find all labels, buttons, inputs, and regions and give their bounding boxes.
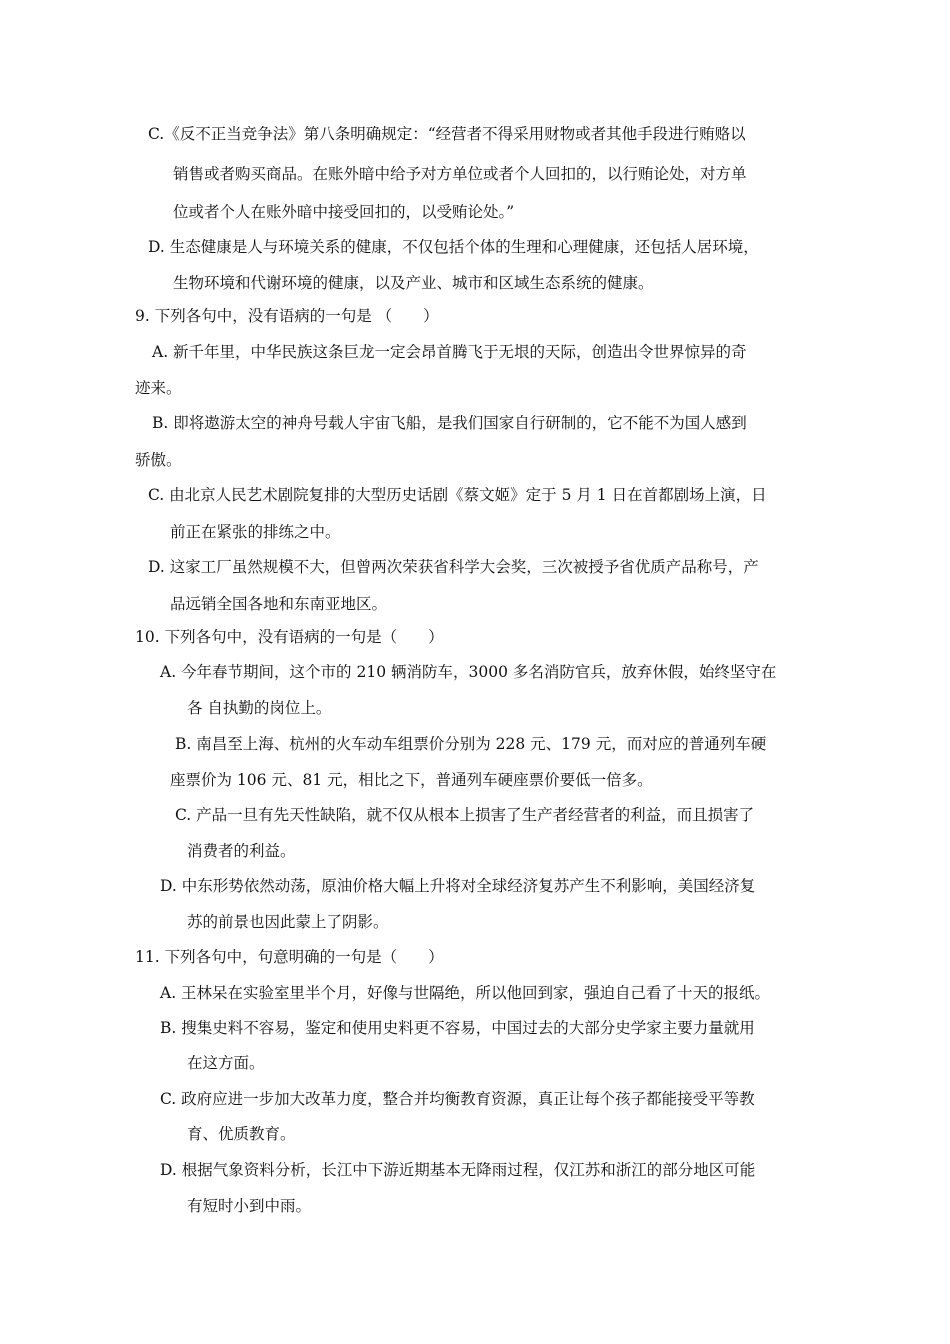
option-text: D. 生态健康是人与环境关系的健康，不仅包括个体的生理和心理健康，还包括人居环境， — [148, 238, 759, 256]
option-text: 骄傲。 — [135, 451, 182, 469]
option-text: 迹来。 — [135, 379, 182, 397]
question-stem: 9. 下列各句中，没有语病的一句是 （ ） — [135, 307, 439, 325]
option-text: C. 产品一旦有先天性缺陷，就不仅从根本上损害了生产者经营者的利益，而且损害了 — [175, 806, 755, 824]
option-text: 育、优质教育。 — [187, 1125, 296, 1143]
option-text: C. 由北京人民艺术剧院复排的大型历史话剧《蔡文姬》定于 5 月 1 日在首都剧场上演，日 — [148, 486, 767, 504]
option-text: A. 今年春节期间，这个市的 210 辆消防车，3000 多名消防官兵，放弃休假，始终坚守在 — [160, 663, 777, 681]
option-text: 位或者个人在账外暗中接受回扣的，以受贿论处。” — [173, 203, 515, 221]
option-text: D. 中东形势依然动荡，原油价格大幅上升将对全球经济复苏产生不利影响，美国经济复 — [160, 877, 756, 895]
option-text: 生物环境和代谢环境的健康，以及产业、城市和区域生态系统的健康。 — [173, 274, 654, 292]
question-stem: 11. 下列各句中，句意明确的一句是（ ） — [135, 948, 444, 966]
option-text: 销售或者购买商品。在账外暗中给予对方单位或者个人回扣的，以行贿论处，对方单 — [173, 165, 747, 183]
option-text: 有短时小到中雨。 — [187, 1197, 312, 1215]
option-text: 前正在紧张的排练之中。 — [170, 523, 341, 541]
option-text: C. 政府应进一步加大改革力度，整合并均衡教育资源，真正让每个孩子都能接受平等教 — [160, 1090, 755, 1108]
option-text: 各 自执勤的岗位上。 — [187, 699, 332, 717]
option-text: 苏的前景也因此蒙上了阴影。 — [187, 913, 389, 931]
option-text: 座票价为 106 元、81 元，相比之下，普通列车硬座票价要低一倍多。 — [170, 771, 653, 789]
option-text: 品远销全国各地和东南亚地区。 — [170, 595, 388, 613]
option-text: B. 南昌至上海、杭州的火车动车组票价分别为 228 元、179 元，而对应的普通列车硬 — [175, 735, 767, 753]
option-text: 在这方面。 — [187, 1054, 265, 1072]
option-text: D. 这家工厂虽然规模不大，但曾两次荣获省科学大会奖，三次被授予省优质产品称号，产 — [148, 558, 759, 576]
option-text: B. 搜集史料不容易，鉴定和使用史料更不容易，中国过去的大部分史学家主要力量就用 — [160, 1019, 755, 1037]
question-stem: 10. 下列各句中，没有语病的一句是（ ） — [135, 628, 444, 646]
option-text: D. 根据气象资料分析，长江中下游近期基本无降雨过程，仅江苏和浙江的部分地区可能 — [160, 1161, 756, 1179]
option-text: A. 王林呆在实验室里半个月，好像与世隔绝，所以他回到家，强迫自己看了十天的报纸。 — [160, 984, 771, 1002]
option-text: B. 即将遨游太空的神舟号载人宇宙飞船，是我们国家自行研制的，它不能不为国人感到 — [152, 414, 747, 432]
option-text: C.《反不正当竞争法》第八条明确规定：“经营者不得采用财物或者其他手段进行贿赂以 — [148, 125, 746, 143]
option-text: 消费者的利益。 — [187, 842, 296, 860]
option-text: A. 新千年里，中华民族这条巨龙一定会昂首腾飞于无垠的天际，创造出令世界惊异的奇 — [152, 343, 747, 361]
